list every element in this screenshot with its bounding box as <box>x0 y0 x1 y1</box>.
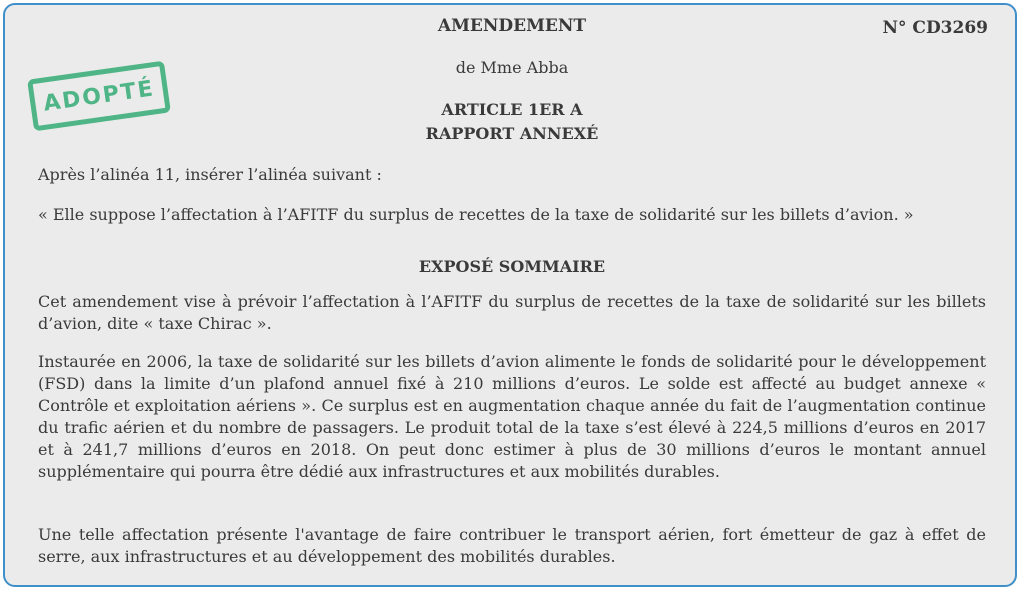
author-line: de Mme Abba <box>455 58 569 77</box>
amendment-number: N° CD3269 <box>882 18 988 38</box>
article-heading <box>0 98 1024 146</box>
expose-paragraph-3: Une telle affectation présente l'avantage de faire contribuer le transport aérien, fort émetteur de gaz à effet de serre, aux infrastructures et au développement des mobilités durables. <box>38 525 986 566</box>
article-line-2: RAPPORT ANNEXÉ <box>425 124 599 143</box>
inserted-text: « Elle suppose l’affectation à l’AFITF du surplus de recettes de la taxe de solidarité sur les billets d’avion. » <box>38 205 914 224</box>
expose-paragraph-1: Cet amendement vise à prévoir l’affectation à l’AFITF du surplus de recettes de la taxe de solidarité sur les billets d’avion, dite « taxe Chirac ». <box>38 292 986 333</box>
expose-paragraph-2: Instaurée en 2006, la taxe de solidarité sur les billets d’avion alimente le fonds de solidarité pour le développement (FSD) dans la limite d’un plafond annuel fixé à 210 millions d’euros. Le solde est affecté au budget annexe « Contrôle et exploitation aériens ». Ce surplus est en augmentation chaque année du fait de l’augmentation continue du trafic aérien et du nombre de passagers. Le produit total de la taxe s’est élevé à 224,5 millions d’euros en 2017 et à 241,7 millions d’euros en 2018. On peut donc estimer à plus de 30 millions d’euros le montant annuel supplémentaire qui pourra être dédié aux infrastructures et aux mobilités durables. <box>38 352 986 481</box>
stamp-label: ADOPTÉ <box>41 75 157 117</box>
instruction-text: Après l’alinéa 11, insérer l’alinéa suivant : <box>38 165 382 184</box>
article-line-1: ARTICLE 1ER A <box>441 100 583 119</box>
document-title: AMENDEMENT <box>437 16 587 36</box>
expose-title: EXPOSÉ SOMMAIRE <box>418 257 606 276</box>
